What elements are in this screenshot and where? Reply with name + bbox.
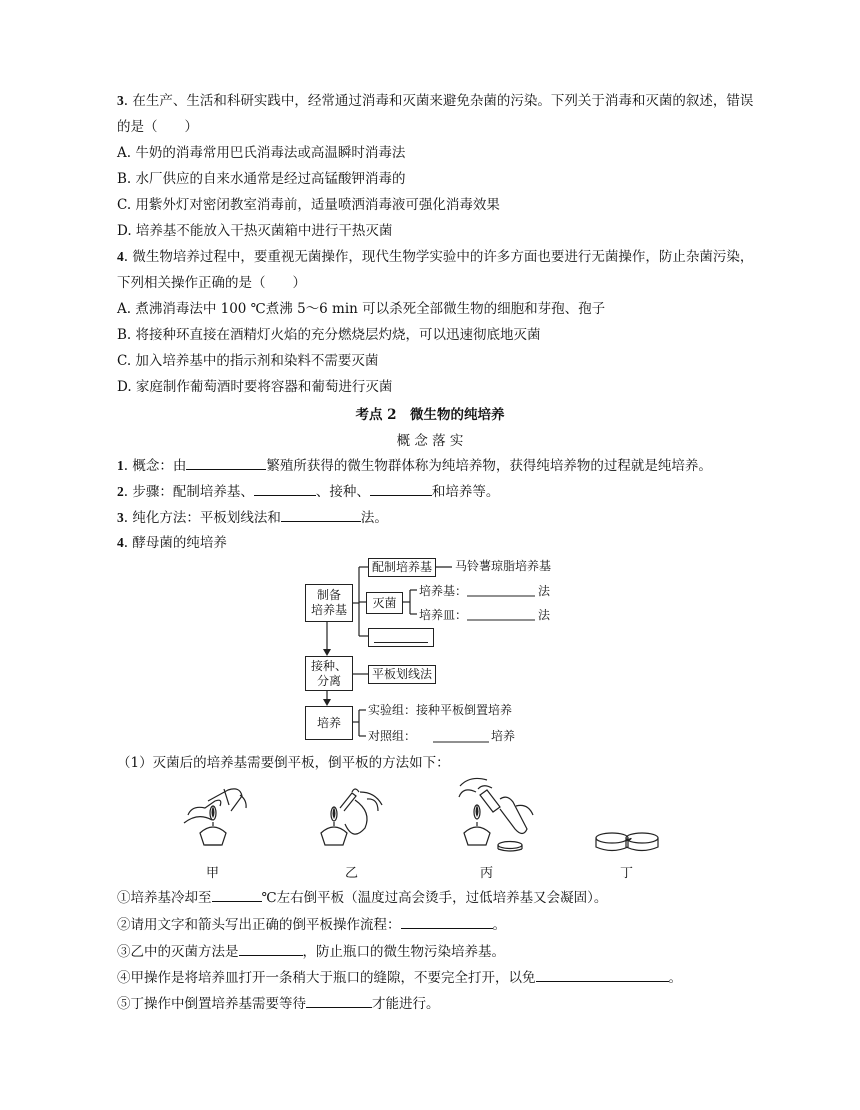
- illustration-ding: [596, 833, 658, 851]
- blank-concept-3[interactable]: [281, 507, 361, 522]
- flow-label-dish: 培养皿：: [419, 608, 468, 622]
- q4-option-a[interactable]: A. 煮沸消毒法中 100 ℃煮沸 5～6 min 可以杀死全部微生物的细胞和芽孢、孢子: [117, 301, 606, 317]
- blank-subq-4[interactable]: [536, 967, 669, 982]
- subq-3: ③乙中的灭菌方法是 ，防止瓶口的微生物污染培养基。: [117, 941, 505, 962]
- flow-box-sterilize: 灭菌: [366, 592, 403, 614]
- flow-label-fa-2: 法: [538, 608, 551, 622]
- q4-option-b[interactable]: B. 将接种环直接在酒精灯火焰的充分燃烧层灼烧，可以迅速彻底地灭菌: [117, 327, 541, 343]
- blank-concept-2a[interactable]: [254, 481, 316, 496]
- flow-label-fa-1: 法: [538, 584, 551, 598]
- blank-concept-2b[interactable]: [370, 481, 432, 496]
- q4-option-d[interactable]: D. 家庭制作葡萄酒时要将容器和葡萄进行灭菌: [117, 379, 393, 395]
- blank-concept-1[interactable]: [186, 455, 266, 470]
- concept-1: 1. 概念：由 繁殖所获得的微生物群体称为纯培养物，获得纯培养物的过程就是纯培养。: [117, 455, 712, 476]
- part1-intro: （1）灭菌后的培养基需要倒平板，倒平板的方法如下：: [117, 755, 450, 771]
- blank-subq-1[interactable]: [212, 887, 262, 902]
- flow-box-streak-plate: 平板划线法: [368, 665, 436, 684]
- blank-subq-3[interactable]: [239, 941, 303, 956]
- label-ding: 丁: [620, 866, 634, 881]
- subq-1: ①培养基冷却至 ℃左右倒平板（温度过高会烫手，过低培养基又会凝固）。: [117, 887, 607, 908]
- section-subtitle: 概 念 落 实: [396, 433, 464, 449]
- q4-option-c[interactable]: C. 加入培养基中的指示剂和染料不需要灭菌: [117, 353, 379, 369]
- q4-stem-line2: 下列相关操作正确的是（ ）: [117, 275, 306, 291]
- flow-box-make-medium: 配制培养基: [368, 558, 436, 577]
- q3-option-d[interactable]: D. 培养基不能放入干热灭菌箱中进行干热灭菌: [117, 223, 393, 239]
- q3-option-b[interactable]: B. 水厂供应的自来水通常是经过高锰酸钾消毒的: [117, 171, 406, 187]
- subq-4: ④甲操作是将培养皿打开一条稍大于瓶口的缝隙，不要完全打开，以免 。: [117, 967, 682, 988]
- q3-stem-line1: 3. 在生产、生活和科研实践中，经常通过消毒和灭菌来避免杂菌的污染。下列关于消毒和灭菌的叙述，错误: [117, 93, 754, 109]
- flow-label-control: 对照组：: [368, 729, 417, 743]
- flow-box-culture: 培养: [305, 706, 353, 740]
- label-bing: 丙: [480, 866, 494, 881]
- illustration-yi: [321, 789, 382, 845]
- flow-box-prepare-medium: 制备 培养基: [305, 584, 353, 622]
- flow-box-inoculate: 接种、 分离: [305, 656, 353, 691]
- q3-option-a[interactable]: A. 牛奶的消毒常用巴氏消毒法或高温瞬时消毒法: [117, 145, 406, 161]
- blank-subq-5[interactable]: [306, 993, 372, 1008]
- flow-label-medium: 培养基：: [419, 584, 468, 598]
- q3-stem-line2: 的是（ ）: [117, 119, 198, 135]
- subq-2: ②请用文字和箭头写出正确的倒平板操作流程： 。: [117, 914, 506, 935]
- q3-option-c[interactable]: C. 用紫外灯对密闭教室消毒前，适量喷洒消毒液可强化消毒效果: [117, 197, 500, 213]
- flow-note-potato-agar: 马铃薯琼脂培养基: [455, 559, 552, 573]
- flow-box-blank[interactable]: [368, 628, 434, 647]
- illustration-jia: [184, 789, 246, 845]
- q4-stem-line1: 4. 微生物培养过程中，要重视无菌操作，现代生物学实验中的许多方面也要进行无菌操作，防止杂菌污染，: [117, 249, 754, 265]
- label-jia: 甲: [206, 866, 220, 881]
- label-yi: 乙: [345, 866, 359, 881]
- blank-subq-2[interactable]: [401, 914, 493, 929]
- concept-4: 4. 酵母菌的纯培养: [117, 535, 227, 551]
- concept-2: 2. 步骤：配制培养基、 、接种、 和培养等。: [117, 481, 499, 502]
- concept-3: 3. 纯化方法：平板划线法和 法。: [117, 507, 388, 528]
- flow-label-experimental: 实验组：接种平板倒置培养: [368, 703, 513, 717]
- illustration-bing: [459, 778, 533, 851]
- flow-label-culture: 培养: [491, 729, 516, 743]
- subq-5: ⑤丁操作中倒置培养基需要等待 才能进行。: [117, 993, 440, 1014]
- section-title: 考点 2 微生物的纯培养: [355, 407, 505, 423]
